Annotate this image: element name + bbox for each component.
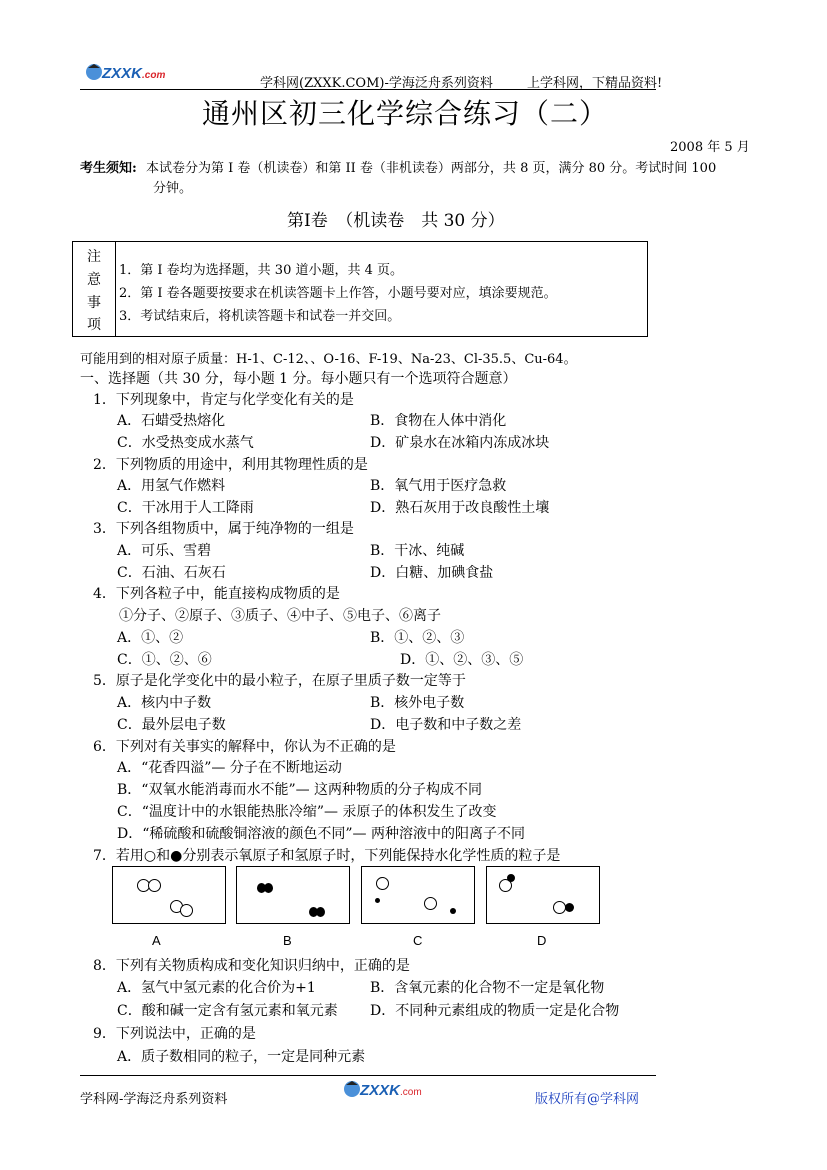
logo-icon (82, 61, 174, 83)
atomic-mass-line: 可能用到的相对原子质量：H-1、C-12、、O-16、F-19、Na-23、Cl-35.5、Cu-64。 (80, 352, 577, 367)
option-d: D．①、②、③、⑤ (400, 652, 524, 668)
notice-label: 考生须知: (80, 161, 137, 176)
option-a: A．“花香四溢”— 分子在不断地运动 (117, 760, 342, 776)
footer-logo[interactable] (340, 1078, 432, 1104)
option-c: C．①、②、⑥ (117, 652, 212, 668)
option-c: C．最外层电子数 (117, 717, 226, 733)
attention-item: 3．考试结束后，将机读答题卡和试卷一并交回。 (119, 309, 401, 324)
question-stem: 4．下列各粒子中，能直接构成物质的是 (93, 586, 340, 602)
molecule-box-a (112, 866, 226, 924)
figure-label-a: A (152, 933, 161, 948)
header-divider (80, 89, 656, 90)
question-stem: 5．原子是化学变化中的最小粒子，在原子里质子数一定等于 (93, 673, 466, 689)
option-c: C．“温度计中的水银能热胀冷缩”— 汞原子的体积发生了改变 (117, 804, 497, 820)
site-logo[interactable] (82, 61, 174, 86)
oxygen-atom (424, 897, 437, 910)
option-c: C．干冰用于人工降雨 (117, 500, 254, 516)
option-d: D．“稀硫酸和硫酸铜溶液的颜色不同”— 两种溶液中的阳离子不同 (117, 826, 525, 842)
attention-char: 意 (87, 272, 101, 288)
attention-char: 注 (87, 249, 101, 265)
option-d: D．熟石灰用于改良酸性土壤 (370, 500, 550, 516)
hydrogen-atom (316, 907, 325, 917)
molecule-box-b (236, 866, 350, 924)
hydrogen-atom (375, 898, 380, 903)
logo-icon (340, 1078, 432, 1100)
notice-line-1: 本试卷分为第 I 卷（机读卷）和第 II 卷（非机读卷）两部分，共 8 页，满分 80 分。考试时间 100 (146, 161, 717, 176)
attention-label-column (73, 242, 116, 336)
question-stem: 9．下列说法中，正确的是 (93, 1026, 256, 1042)
attention-item: 2．第 I 卷各题要按要求在机读答题卡上作答，小题号要对应，填涂要规范。 (119, 286, 557, 301)
svg-text:.com: .com (142, 70, 166, 81)
option-c: C．石油、石灰石 (117, 565, 226, 581)
hydrogen-atom (565, 903, 574, 912)
question-stem: 7．若用○和●分别表示氧原子和氢原子时，下列能保持水化学性质的粒子是 (93, 848, 561, 864)
question-stem: 2．下列物质的用途中，利用其物理性质的是 (93, 457, 368, 473)
part-heading: 一、选择题（共 30 分，每小题 1 分。每小题只有一个选项符合题意） (80, 371, 517, 387)
question-stem: 8．下列有关物质构成和变化知识归纳中，正确的是 (93, 958, 410, 974)
attention-item: 1．第 I 卷均为选择题，共 30 道小题，共 4 页。 (119, 263, 404, 278)
question-stem: 3．下列各组物质中，属于纯净物的一组是 (93, 521, 354, 537)
oxygen-atom (376, 877, 389, 890)
option-b: B．干冰、纯碱 (370, 543, 465, 559)
notice-line-2: 分钟。 (153, 181, 193, 196)
hydrogen-atom (507, 874, 515, 882)
option-b: B．“双氧水能消毒而水不能”— 这两种物质的分子构成不同 (117, 782, 483, 798)
option-d: D．电子数和中子数之差 (370, 717, 522, 733)
option-a: A．质子数相同的粒子，一定是同种元素 (117, 1049, 366, 1065)
option-b: B．食物在人体中消化 (370, 413, 507, 429)
molecule-box-d (486, 866, 600, 924)
question-stem: 6．下列对有关事实的解释中，你认为不正确的是 (93, 739, 396, 755)
footer-left-text: 学科网-学海泛舟系列资料 (80, 1092, 228, 1107)
option-a: A．氢气中氢元素的化合价为+1 (117, 980, 316, 996)
option-a: A．核内中子数 (117, 695, 212, 711)
figure-label-c: C (413, 933, 423, 948)
svg-text:.com: .com (400, 1087, 422, 1098)
option-c: C．酸和碱一定含有氢元素和氧元素 (117, 1003, 338, 1019)
footer-copyright-link[interactable]: 版权所有@学科网 (535, 1092, 640, 1107)
option-b: B．核外电子数 (370, 695, 465, 711)
option-d: D．矿泉水在冰箱内冻成冰块 (370, 435, 550, 451)
page-title: 通州区初三化学综合练习（二） (202, 97, 609, 130)
oxygen-atom (148, 879, 161, 892)
question-sub-line: ①分子、②原子、③质子、④中子、⑤电子、⑥离子 (119, 608, 441, 624)
footer-divider (80, 1075, 656, 1076)
hydrogen-atom (450, 908, 456, 914)
option-b: B．①、②、③ (370, 630, 465, 646)
question-stem: 1．下列现象中，肯定与化学变化有关的是 (93, 392, 354, 408)
option-c: C．水受热变成水蒸气 (117, 435, 254, 451)
option-d: D．不同种元素组成的物质一定是化合物 (370, 1003, 620, 1019)
figure-label-d: D (537, 933, 547, 948)
option-a: A．用氢气作燃料 (117, 478, 226, 494)
svg-text:ZXXK: ZXXK (360, 1082, 401, 1099)
attention-char: 项 (87, 317, 101, 333)
attention-box (72, 241, 648, 337)
option-a: A．①、② (117, 630, 184, 646)
header-right-text: 上学科网，下精品资料! (527, 76, 663, 91)
option-b: B．含氧元素的化合物不一定是氧化物 (370, 980, 605, 996)
option-b: B．氧气用于医疗急救 (370, 478, 507, 494)
option-a: A．可乐、雪碧 (117, 543, 212, 559)
logo-text: ZXXK (102, 65, 143, 82)
option-d: D．白糖、加碘食盐 (370, 565, 494, 581)
oxygen-atom (180, 904, 193, 917)
header-center-text: 学科网(ZXXK.COM)-学海泛舟系列资料 (260, 76, 493, 91)
molecule-box-c (361, 866, 475, 924)
hydrogen-atom (264, 883, 273, 893)
option-a: A．石蜡受热熔化 (117, 413, 226, 429)
attention-char: 事 (87, 295, 101, 311)
section-title: 第Ⅰ卷 （机读卷 共 30 分） (287, 211, 505, 231)
exam-date: 2008 年 5 月 (670, 140, 750, 155)
figure-label-b: B (283, 933, 292, 948)
